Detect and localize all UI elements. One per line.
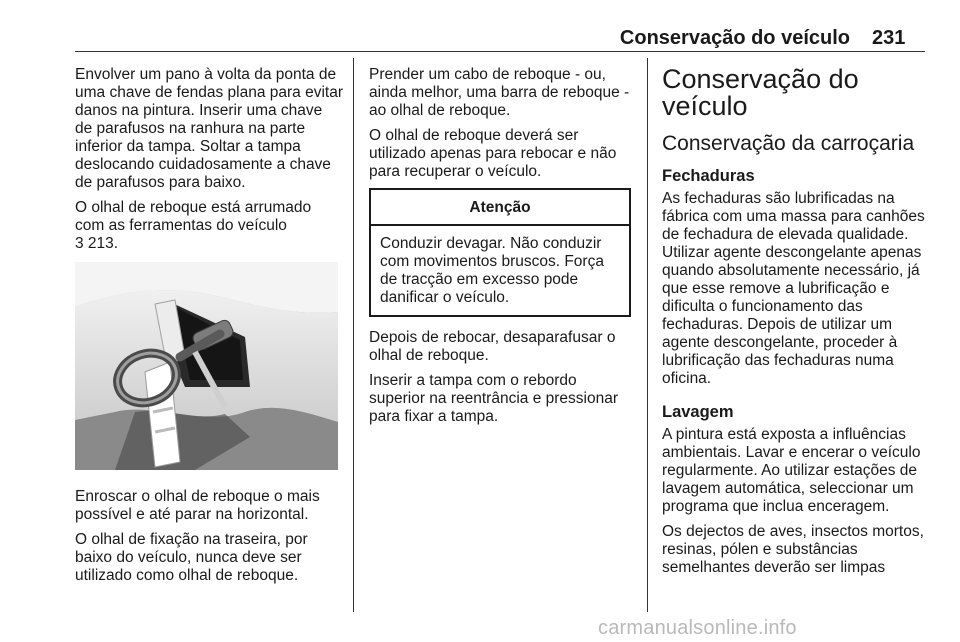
column-divider-1	[353, 58, 354, 612]
column-3	[662, 66, 928, 584]
paragraph-droppings: Os dejectos de aves, insectos mortos, resinas, pólen e substâncias semelhantes deverão ser limpas	[662, 523, 924, 576]
heading-washing: Lavagem	[662, 403, 734, 421]
paragraph-towing-only: O olhal de reboque deverá ser utilizado apenas para rebocar e não para recuperar o veículo.	[369, 127, 617, 180]
warning-text: Conduzir devagar. Não conduzir com movimentos bruscos. Força de tracção em excesso pode danificar o veículo.	[380, 235, 604, 306]
warning-box	[369, 188, 631, 317]
paragraph-attach-cable: Prender um cabo de reboque - ou, ainda melhor, uma barra de reboque - ao olhal de reboque.	[369, 66, 630, 119]
column-1-lower	[75, 488, 343, 592]
page-number: 231	[872, 27, 906, 49]
header-rule	[75, 51, 925, 52]
tow-eye-storage-text: O olhal de reboque está arrumado com as ferramentas do veículo	[75, 199, 312, 234]
tow-eye-photo	[75, 262, 338, 470]
paragraph-locks: As fechaduras são lubrificadas na fábrica com uma massa para canhões de fechadura de elevada qualidade. Utilizar agente descongelante apenas quando absolutamente necessário, já que esse remove a lubrificação e dificulta o funcionamento das fechaduras. Depois de utilizar um agente descongelante, proceder à lubrificação das fechaduras numa oficina.	[662, 190, 925, 387]
page-header-title: Conservação do veículo	[619, 27, 850, 49]
column-2	[369, 66, 635, 433]
column-divider-2	[647, 58, 648, 612]
column-1	[75, 66, 343, 260]
warning-title: Atenção	[371, 190, 629, 226]
paragraph-unscrew: Depois de rebocar, desaparafusar o olhal de reboque.	[369, 329, 616, 364]
paragraph-cover-removal: Envolver um pano à volta da ponta de uma chave de fendas plana para evitar danos na pintura. Inserir uma chave de parafusos na ranhura na parte inferior da tampa. Soltar a tampa deslocando cuidadosamente a chave de parafusos para baixo.	[75, 66, 343, 191]
paragraph-rear-eye-warning: O olhal de fixação na traseira, por baixo do veículo, nunca deve ser utilizado como olhal de reboque.	[75, 531, 308, 584]
paragraph-insert-cover: Inserir a tampa com o rebordo superior na reentrância e pressionar para fixar a tampa.	[369, 372, 618, 425]
heading-locks: Fechaduras	[662, 167, 755, 185]
watermark: carmanualsonline.info	[598, 617, 797, 639]
paragraph-tow-eye-storage	[75, 199, 343, 253]
paragraph-screw-in: Enroscar o olhal de reboque o mais possível e até parar na horizontal.	[75, 488, 320, 523]
subsection-title: Conservação da carroçaria	[662, 132, 915, 155]
page-reference-link[interactable]: 3 213.	[75, 235, 119, 252]
paragraph-washing: A pintura está exposta a influências ambientais. Lavar e encerar o veículo regularmente. Ao utilizar estações de lavagem automática, seleccionar um programa que inclua enceragem.	[662, 426, 921, 515]
section-title: Conservação do veículo	[662, 64, 859, 121]
